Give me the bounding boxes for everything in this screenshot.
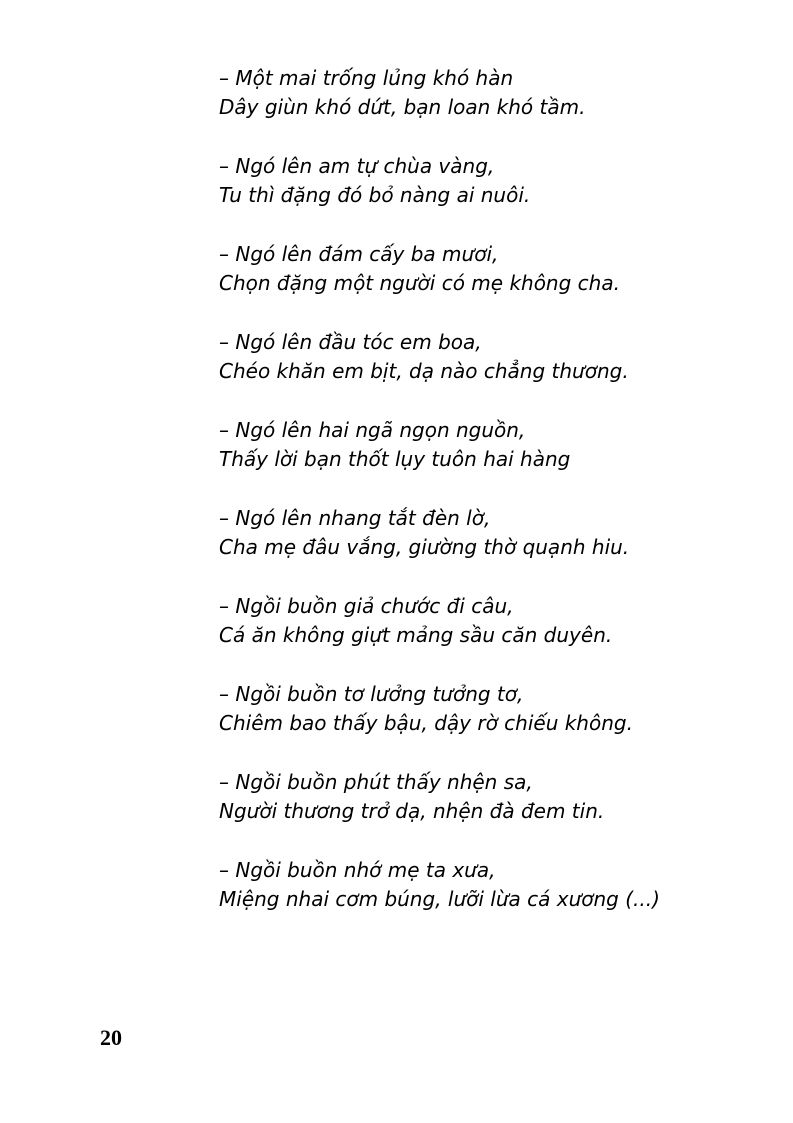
poem-line: – Ngồi buồn nhớ mẹ ta xưa,	[219, 858, 496, 882]
stanza	[219, 592, 759, 650]
stanza	[219, 680, 759, 738]
poem-line: – Ngồi buồn giả chước đi câu,	[219, 594, 514, 618]
stanza	[219, 856, 759, 914]
stanza	[219, 416, 759, 474]
poem-line: Chọn đặng một người có mẹ không cha.	[219, 271, 620, 295]
poem-line: – Ngồi buồn phút thấy nhện sa,	[219, 770, 533, 794]
poem-line: Thấy lời bạn thốt lụy tuôn hai hàng	[219, 447, 571, 471]
poem-line: – Một mai trống lủng khó hàn	[219, 66, 514, 90]
stanza	[219, 504, 759, 562]
poem-line: Tu thì đặng đó bỏ nàng ai nuôi.	[219, 183, 531, 207]
poem-line: – Ngó lên nhang tắt đèn lờ,	[219, 506, 491, 530]
poem-line: – Ngó lên đầu tóc em boa,	[219, 330, 482, 354]
poem-line: Cha mẹ đâu vắng, giường thờ quạnh hiu.	[219, 535, 630, 559]
stanza	[219, 240, 759, 298]
poem-line: Dây giùn khó dứt, bạn loan khó tầm.	[219, 95, 586, 119]
stanza	[219, 152, 759, 210]
poem-line: Chéo khăn em bịt, dạ nào chẳng thương.	[219, 359, 629, 383]
stanza	[219, 64, 759, 122]
stanza	[219, 768, 759, 826]
poem-line: Miệng nhai cơm búng, lưỡi lừa cá xương (...)	[219, 887, 660, 911]
poem-line: – Ngồi buồn tơ lưởng tưởng tơ,	[219, 682, 524, 706]
poem-line: Cá ăn không giựt mảng sầu căn duyên.	[219, 623, 613, 647]
poem-line: Chiêm bao thấy bậu, dậy rờ chiếu không.	[219, 711, 633, 735]
poem-line: – Ngó lên am tự chùa vàng,	[219, 154, 495, 178]
poem	[219, 64, 759, 944]
poem-line: – Ngó lên đám cấy ba mươi,	[219, 242, 499, 266]
poem-line: Người thương trở dạ, nhện đà đem tin.	[219, 799, 605, 823]
poem-line: – Ngó lên hai ngã ngọn nguồn,	[219, 418, 526, 442]
stanza	[219, 328, 759, 386]
page-number: 20	[100, 1025, 122, 1050]
